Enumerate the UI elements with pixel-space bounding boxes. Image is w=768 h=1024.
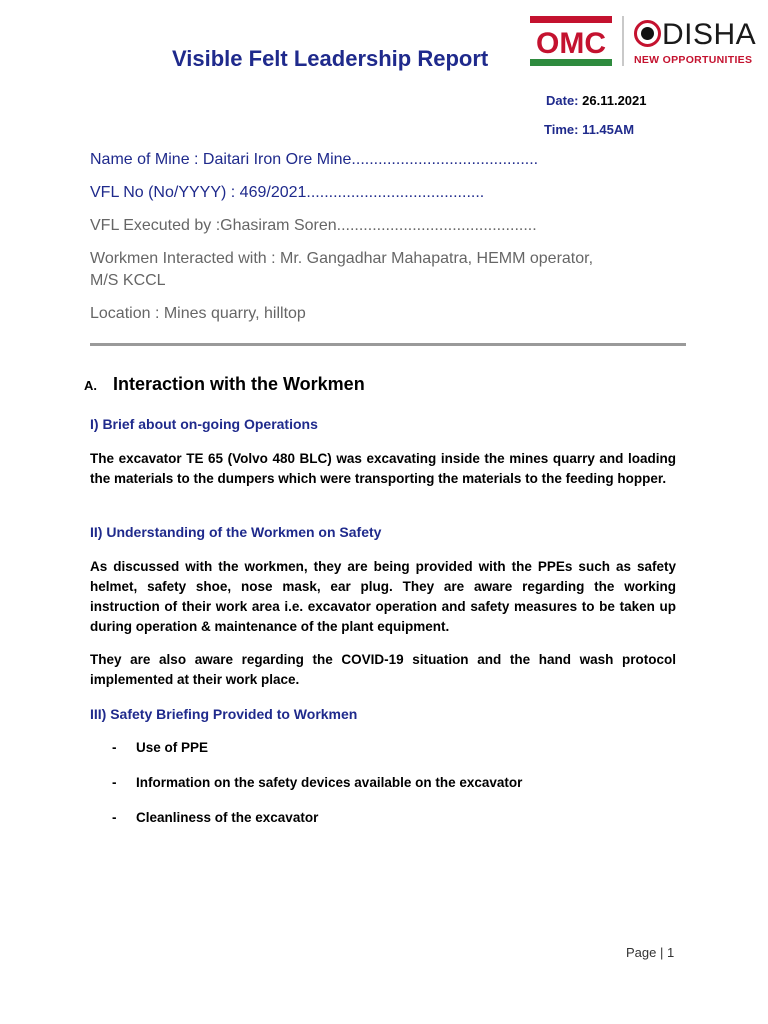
executed-by-field: VFL Executed by :Ghasiram Soren............................................. xyxy=(90,217,537,234)
bullet-dash: - xyxy=(112,740,117,755)
date-value: 26.11.2021 xyxy=(582,93,647,108)
subheading-briefing: III) Safety Briefing Provided to Workmen xyxy=(90,706,358,722)
odisha-o-icon xyxy=(634,20,661,47)
mine-name-field: Name of Mine : Daitari Iron Ore Mine.......................................... xyxy=(90,151,539,168)
workmen-field-line1: Workmen Interacted with : Mr. Gangadhar Mahapatra, HEMM operator, xyxy=(90,250,594,267)
time-label: Time: xyxy=(544,122,579,137)
paragraph-understanding: As discussed with the workmen, they are being provided with the PPEs such as safety helmet, safety shoe, nose mask, ear plug. They are aware regarding the working instruction of their work area i.e. excavator operation and safety measures to be taken up during operation & maintenance of the plant equipment. xyxy=(90,559,676,634)
odisha-logo xyxy=(634,18,758,68)
section-letter: A. xyxy=(84,378,97,393)
time-line xyxy=(544,122,634,137)
paragraph-covid: They are also aware regarding the COVID-19 situation and the hand wash protocol implemented at their work place. xyxy=(90,652,676,687)
bullet-dash: - xyxy=(112,775,117,790)
omc-logo xyxy=(530,16,612,66)
workmen-field-line2: M/S KCCL xyxy=(90,272,166,289)
subheading-operations: I) Brief about on-going Operations xyxy=(90,416,318,432)
vfl-number-field: VFL No (No/YYYY) : 469/2021........................................ xyxy=(90,184,485,201)
bullet-text: Information on the safety devices available on the excavator xyxy=(136,775,523,790)
section-title: Interaction with the Workmen xyxy=(113,374,365,394)
bullet-item xyxy=(112,775,522,790)
bullet-dash: - xyxy=(112,810,117,825)
bullet-item xyxy=(112,810,318,825)
date-line xyxy=(546,93,647,108)
subheading-understanding: II) Understanding of the Workmen on Safety xyxy=(90,524,382,540)
bullet-text: Use of PPE xyxy=(136,740,209,755)
date-label: Date: xyxy=(546,93,579,108)
section-divider xyxy=(90,343,686,346)
omc-logo-text: OMC xyxy=(536,27,606,60)
bullet-item xyxy=(112,740,208,755)
odisha-tagline: NEW OPPORTUNITIES xyxy=(634,54,753,66)
paragraph-operations: The excavator TE 65 (Volvo 480 BLC) was excavating inside the mines quarry and loading the materials to the dumpers which were transporting the materials to the feeding hopper. xyxy=(90,451,676,486)
time-value: 11.45AM xyxy=(582,122,635,137)
logo-divider xyxy=(622,16,624,66)
odisha-logo-text: DISHA xyxy=(662,18,757,51)
section-a-heading xyxy=(84,374,365,395)
report-title: Visible Felt Leadership Report xyxy=(172,46,489,71)
odisha-wordmark xyxy=(634,18,756,52)
location-field: Location : Mines quarry, hilltop xyxy=(90,305,306,322)
bullet-text: Cleanliness of the excavator xyxy=(136,810,319,825)
page-number: Page | 1 xyxy=(626,945,675,960)
